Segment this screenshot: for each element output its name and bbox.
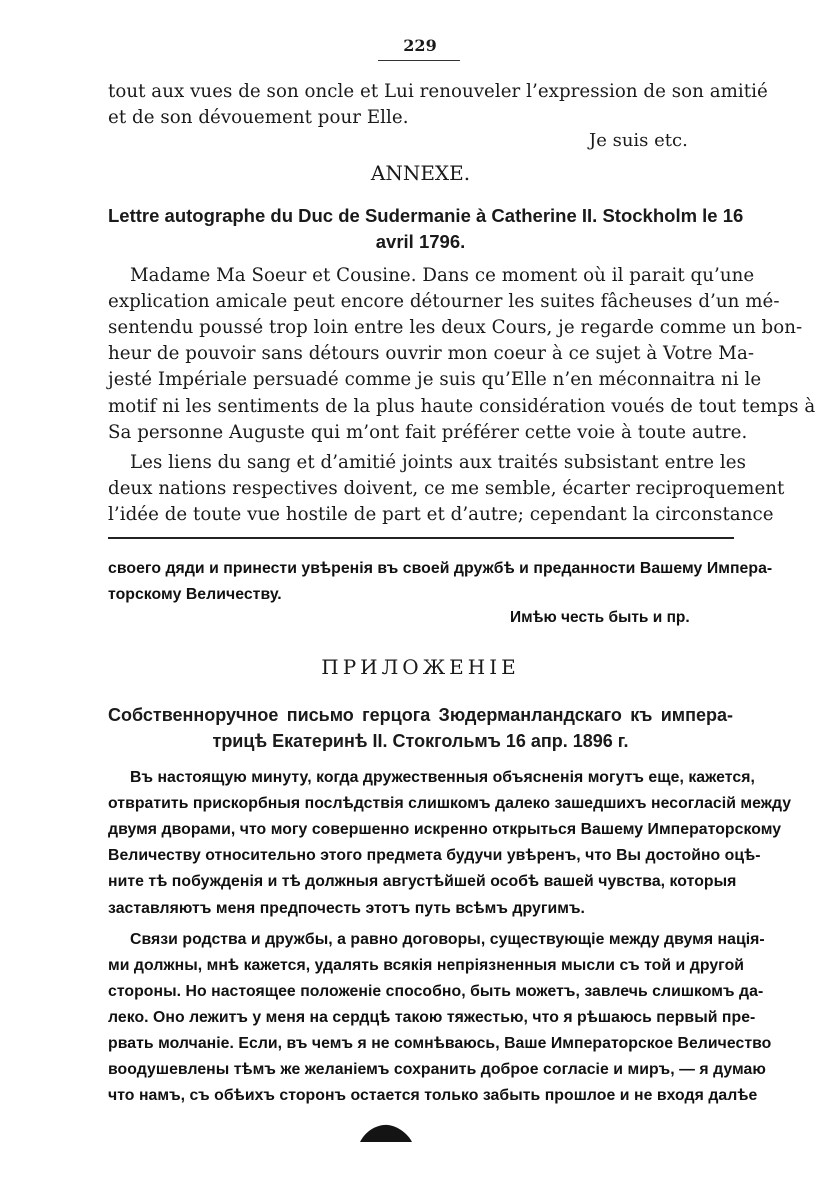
french-paragraph-line: heur de pouvoir sans détours ouvrir mon coeur à ce sujet à Votre Ma- [108,343,755,364]
russian-annex-heading: ПРИЛОЖЕНІЕ [321,655,520,679]
french-paragraph-line: Sa personne Auguste qui m’ont fait préférer cette voie à toute autre. [108,422,748,443]
russian-paragraph-line: ми должны, мнѣ кажется, удалять всякія непріязненныя мысли съ той и другой [108,957,745,974]
russian-paragraph-line: заставляютъ меня предпочесть этотъ путь всѣмъ другимъ. [108,900,585,917]
page-number: 229 [403,36,437,55]
russian-closing: Имѣю честь быть и пр. [510,609,690,626]
russian-letter-title: Собственноручное письмо герцога Зюдерманландскаго къ импера- [108,705,733,725]
russian-paragraph-line: воодушевлены тѣмъ же желаніемъ сохранить доброе согласіе и миръ, — я думаю [108,1061,766,1078]
french-paragraph-line: explication amicale peut encore détourner les suites fâcheuses d’un mé- [108,291,780,312]
french-paragraph-line: jesté Impériale persuadé comme je suis qu’Elle n’en méconnaitra ni le [108,369,762,390]
russian-paragraph-line: отвратить прискорбныя послѣдствія слишкомъ далеко зашедшихъ несогласій между [108,795,792,812]
french-continued-line: tout aux vues de son oncle et Lui renouveler l’expression de son amitié [108,81,768,102]
french-letter-title: Lettre autographe du Duc de Sudermanie à Catherine II. Stockholm le 16 [108,205,744,226]
french-paragraph-line: l’idée de toute vue hostile de part et d’autre; cependant la circonstance [108,504,774,525]
page-number-rule [378,60,460,61]
french-paragraph-line: Les liens du sang et d’amitié joints aux traités subsistant entre les [130,452,746,473]
french-annex-heading: ANNEXE. [370,161,471,185]
russian-continued-line: торскому Величеству. [108,586,282,603]
french-paragraph-line: motif ni les sentiments de la plus haute considération voués de tout temps à [108,396,816,417]
russian-letter-title: трицѣ Екатеринѣ II. Стокгольмъ 16 апр. 1896 г. [212,731,629,751]
french-paragraph-line: deux nations respectives doivent, ce me semble, écarter reciproquement [108,478,785,499]
french-continued-line: et de son dévouement pour Elle. [108,107,409,128]
ink-blot-mark [358,1120,414,1144]
russian-paragraph-line: рвать молчаніе. Если, въ чемъ я не сомнѣваюсь, Ваше Императорское Величество [108,1035,772,1052]
french-paragraph-line: sentendu poussé trop loin entre les deux Cours, je regarde comme un bon- [108,317,803,338]
russian-paragraph-line: двумя дворами, что могу совершенно искренно открыться Вашему Императорскому [108,821,782,838]
french-paragraph-line: Madame Ma Soeur et Cousine. Dans ce moment où il parait qu’une [130,265,755,286]
russian-continued-line: своего дяди и принести увѣренія въ своей дружбѣ и преданности Вашему Импера- [108,560,773,577]
russian-paragraph-line: что намъ, съ обѣихъ сторонъ остается только забыть прошлое и не входя далѣе [108,1087,758,1104]
french-letter-title: avril 1796. [375,231,466,252]
russian-paragraph-line: Связи родства и дружбы, а равно договоры, существующіе между двумя нація- [130,931,765,948]
russian-paragraph-line: стороны. Но настоящее положеніе способно, быть можетъ, завлечь слишкомъ да- [108,983,764,1000]
russian-paragraph-line: Величеству относительно этого предмета будучи увѣренъ, что Вы достойно оцѣ- [108,847,761,864]
russian-paragraph-line: Въ настоящую минуту, когда дружественныя объясненія могутъ еще, кажется, [130,769,755,786]
french-closing: Je suis etc. [589,130,688,151]
russian-paragraph-line: леко. Оно лежитъ у меня на сердцѣ такою тяжестью, что я рѣшаюсь первый пре- [108,1009,756,1026]
translation-divider [108,537,734,539]
russian-paragraph-line: ните тѣ побужденія и тѣ должныя августѣйшей особѣ вашей чувства, которыя [108,873,737,890]
